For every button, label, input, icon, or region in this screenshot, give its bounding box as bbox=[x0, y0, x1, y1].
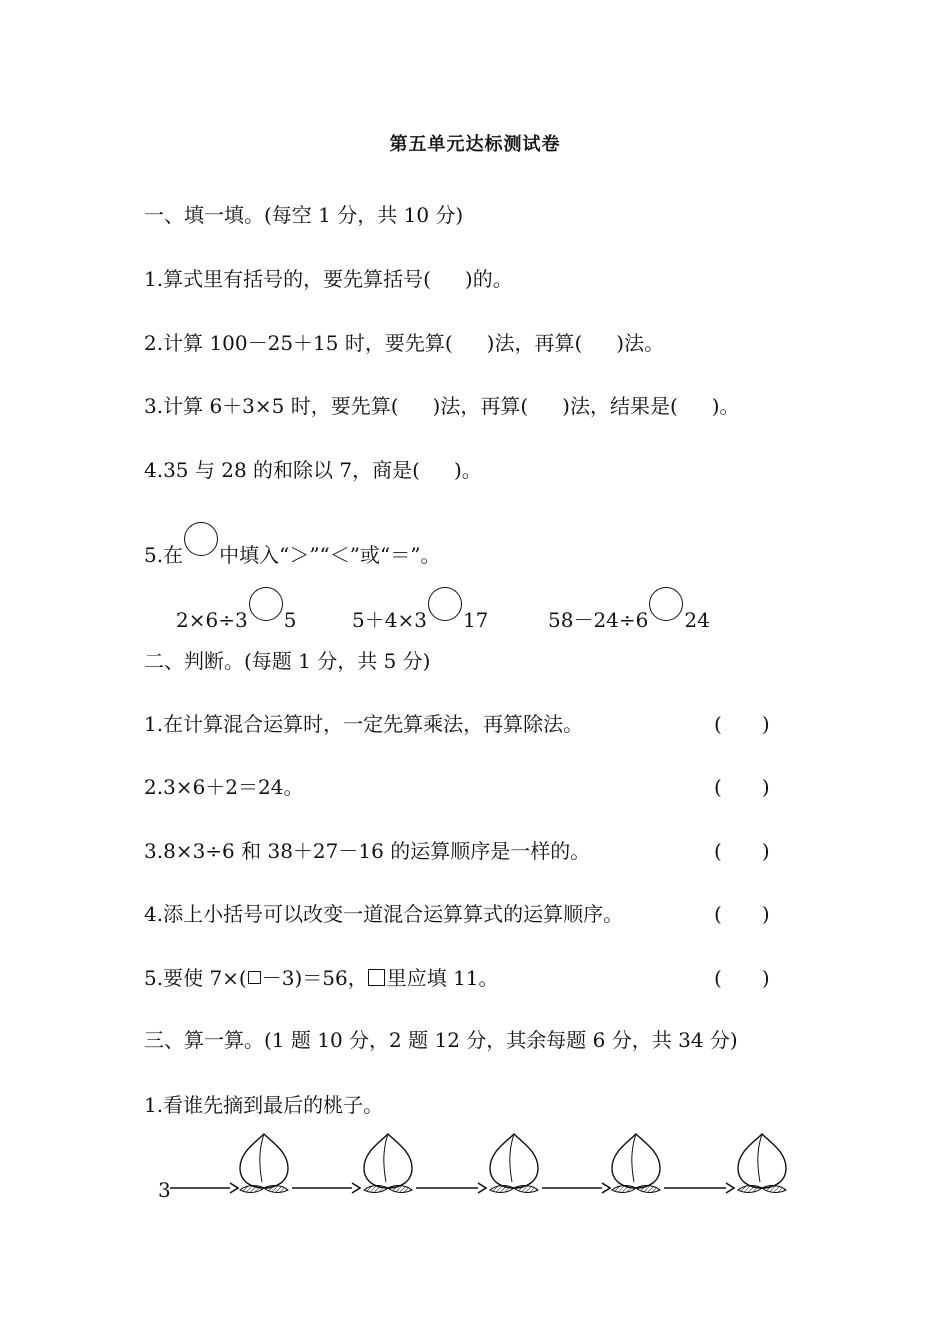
arrow-icon bbox=[542, 1183, 610, 1193]
section3-heading: 三、算一算。(1 题 10 分，2 题 12 分，其余每题 6 分，共 34 分) bbox=[144, 1028, 738, 1052]
fill-question-4: 4.35 与 28 的和除以 7，商是( )。 bbox=[144, 458, 482, 482]
section2-heading: 二、判断。(每题 1 分，共 5 分) bbox=[144, 649, 431, 673]
compare-item-2: 5＋4×3 17 bbox=[352, 587, 488, 634]
judge-answer-2[interactable]: ( ) bbox=[714, 775, 770, 799]
page-title: 第五单元达标测试卷 bbox=[389, 134, 561, 155]
compare-item-1: 2×6÷3 5 bbox=[176, 587, 296, 634]
compare-circle[interactable] bbox=[428, 587, 462, 621]
judge-answer-5[interactable]: ( ) bbox=[714, 966, 770, 990]
judge-answer-1[interactable]: ( ) bbox=[714, 712, 770, 736]
peach-icon bbox=[240, 1134, 288, 1192]
peach-chain bbox=[150, 1132, 810, 1202]
section1-heading: 一、填一填。(每空 1 分，共 10 分) bbox=[144, 203, 464, 227]
judge-question-5: 5.要使 7×( －3)＝56， 里应填 11。 bbox=[144, 966, 499, 990]
fill-question-1: 1.算式里有括号的，要先算括号( )的。 bbox=[144, 267, 513, 291]
judge-question-4: 4.添上小括号可以改变一道混合运算算式的运算顺序。 bbox=[144, 902, 624, 926]
calc-question-1: 1.看谁先摘到最后的桃子。 bbox=[144, 1093, 384, 1117]
arrow-icon bbox=[292, 1183, 360, 1193]
compare-circle[interactable] bbox=[249, 587, 283, 621]
fill-question-2: 2.计算 100－25＋15 时，要先算( )法，再算( )法。 bbox=[144, 331, 665, 355]
peach-icon bbox=[364, 1134, 412, 1192]
arrow-icon bbox=[170, 1183, 238, 1193]
start-number: 3 bbox=[158, 1178, 171, 1202]
judge-answer-3[interactable]: ( ) bbox=[714, 839, 770, 863]
peach-icon bbox=[490, 1134, 538, 1192]
judge-question-2: 2.3×6＋2＝24。 bbox=[144, 775, 304, 799]
judge-question-3: 3.8×3÷6 和 38＋27－16 的运算顺序是一样的。 bbox=[144, 839, 591, 863]
box-icon bbox=[248, 971, 261, 984]
compare-circle[interactable] bbox=[649, 587, 683, 621]
arrow-icon bbox=[416, 1183, 486, 1193]
compare-item-3: 58－24÷6 24 bbox=[548, 587, 710, 634]
fill-question-5: 5.在 中填入“＞”“＜”或“＝”。 bbox=[144, 522, 440, 569]
fill-question-3: 3.计算 6＋3×5 时，要先算( )法，再算( )法，结果是( )。 bbox=[144, 394, 740, 418]
box-icon bbox=[368, 969, 385, 986]
circle-icon bbox=[184, 522, 218, 556]
judge-answer-4[interactable]: ( ) bbox=[714, 902, 770, 926]
peach-icon bbox=[738, 1134, 786, 1192]
judge-question-1: 1.在计算混合运算时，一定先算乘法，再算除法。 bbox=[144, 712, 584, 736]
arrow-icon bbox=[664, 1183, 734, 1193]
peach-icon bbox=[612, 1134, 660, 1192]
